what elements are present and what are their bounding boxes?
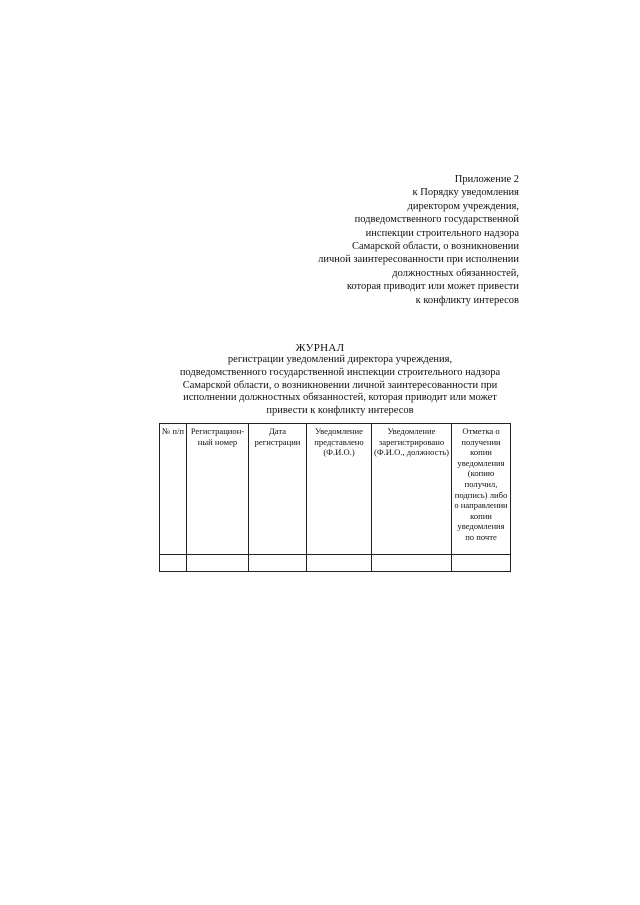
journal-subtitle-line: регистрации уведомлений директора учреждения, <box>227 354 453 365</box>
appendix-line: личной заинтересованности при исполнении <box>318 254 519 266</box>
appendix-header <box>259 173 519 307</box>
column-header-number: № п/п <box>160 424 187 555</box>
journal-subtitle <box>160 354 520 418</box>
column-header-registration-date: Дата регистрации <box>249 424 307 555</box>
appendix-line: к конфликту интересов <box>415 294 519 306</box>
column-header-registered-by: Уведомление зарегистрировано (Ф.И.О., должность) <box>372 424 452 555</box>
appendix-line: директором учреждения, <box>407 200 519 212</box>
journal-subtitle-line: подведомственного государственной инспекции строительного надзора <box>179 366 501 378</box>
table-header <box>160 424 511 555</box>
journal-subtitle-line: Самарской области, о возникновении личной заинтересованности при <box>182 379 498 391</box>
appendix-line: Приложение 2 <box>454 174 519 185</box>
table-cell <box>452 555 511 572</box>
table-cell <box>307 555 372 572</box>
table-cell <box>249 555 307 572</box>
appendix-line: подведомственного государственной <box>354 214 519 226</box>
column-header-registration-number: Регистрацион-ный номер <box>187 424 249 555</box>
appendix-line: должностных обязанностей, <box>392 267 519 279</box>
appendix-line: Самарской области, о возникновении <box>351 241 519 253</box>
journal-title: ЖУРНАЛ <box>295 342 345 354</box>
table-cell <box>187 555 249 572</box>
table-header-row <box>160 424 511 555</box>
column-header-submitted-by: Уведомление представлено (Ф.И.О.) <box>307 424 372 555</box>
table-cell <box>372 555 452 572</box>
journal-subtitle-line: исполнении должностных обязанностей, которая приводит или может <box>183 392 497 404</box>
registration-journal-table <box>159 423 511 572</box>
table-body <box>160 555 511 572</box>
appendix-line: которая приводит или может привести <box>346 281 519 293</box>
column-header-copy-receipt-mark: Отметка о получении копии уведомления (копию получил, подпись) либо о направлении копии уведомления по почте <box>452 424 511 555</box>
table-row <box>160 555 511 572</box>
appendix-line: инспекции строительного надзора <box>365 227 519 239</box>
appendix-line: к Порядку уведомления <box>412 187 519 199</box>
journal-subtitle-line: привести к конфликту интересов <box>266 405 414 417</box>
table-cell <box>160 555 187 572</box>
